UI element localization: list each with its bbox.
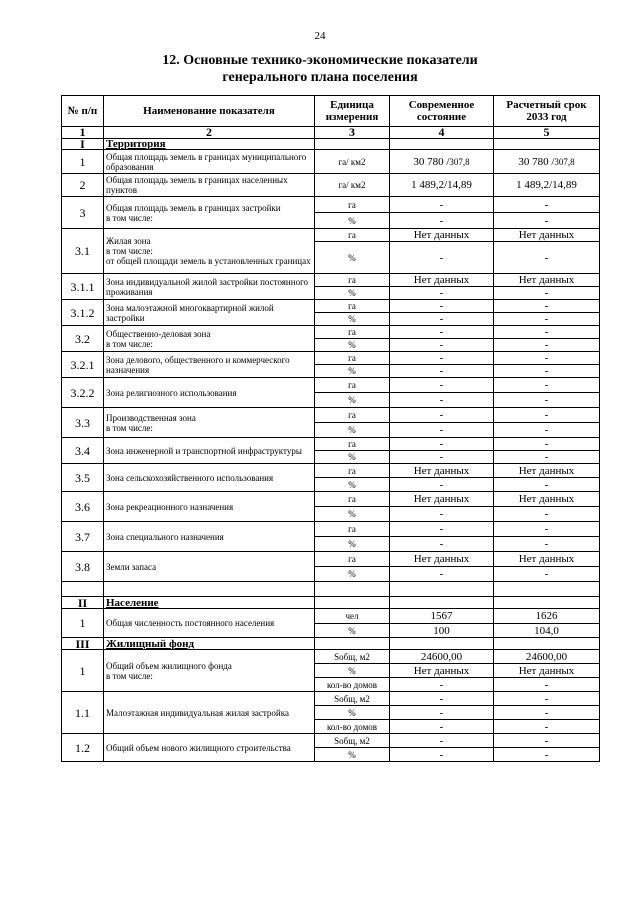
section-number: II xyxy=(62,597,104,609)
row-number: 3.4 xyxy=(62,438,104,464)
unit-cell: га xyxy=(315,378,390,393)
current-value: - xyxy=(390,197,494,213)
unit-cell: % xyxy=(315,537,390,552)
unit-cell: % xyxy=(315,567,390,582)
current-value: - xyxy=(390,720,494,734)
table-row xyxy=(62,174,600,197)
unit-cell: чел xyxy=(315,609,390,624)
empty-cell xyxy=(390,597,494,609)
col-number: 2 xyxy=(104,127,315,139)
empty-cell xyxy=(315,597,390,609)
indicator-name: Жилая зона в том числе: от общей площади земель в установленных границах xyxy=(104,229,315,274)
title-line-1: 12. Основные технико-экономические показатели xyxy=(162,53,478,68)
plan-value: - xyxy=(494,365,600,378)
table-row xyxy=(62,150,600,174)
current-value: - xyxy=(390,213,494,229)
row-number: 3.6 xyxy=(62,492,104,522)
col-number: 3 xyxy=(315,127,390,139)
unit-cell: га/ км2 xyxy=(315,150,390,174)
current-value: Нет данных xyxy=(390,274,494,287)
indicator-name: Зона малоэтажной многоквартирной жилой застройки xyxy=(104,300,315,326)
plan-value: - xyxy=(494,423,600,438)
unit-cell: га xyxy=(315,522,390,537)
current-value: - xyxy=(390,537,494,552)
table-row xyxy=(62,326,600,339)
unit-cell: % xyxy=(315,624,390,638)
current-value: 24600,00 xyxy=(390,650,494,664)
section-title: Население xyxy=(104,597,315,609)
empty-cell xyxy=(494,139,600,150)
plan-value: - xyxy=(494,326,600,339)
section-number: I xyxy=(62,139,104,150)
plan-value: - xyxy=(494,352,600,365)
row-number: 3.1.2 xyxy=(62,300,104,326)
current-value: Нет данных xyxy=(390,552,494,567)
unit-cell: га xyxy=(315,274,390,287)
table-row xyxy=(62,464,600,478)
current-value: 1567 xyxy=(390,609,494,624)
unit-cell: % xyxy=(315,393,390,408)
current-value: - xyxy=(390,438,494,451)
unit-cell: кол-во домов xyxy=(315,720,390,734)
indicator-name: Зона индивидуальной жилой застройки постоянного проживания xyxy=(104,274,315,300)
table-row xyxy=(62,692,600,706)
plan-value: - xyxy=(494,706,600,720)
indicator-name: Зона инженерной и транспортной инфраструктуры xyxy=(104,438,315,464)
empty-cell xyxy=(315,638,390,650)
plan-value: 104,0 xyxy=(494,624,600,638)
indicators-table xyxy=(61,95,600,762)
row-number: 3.1.1 xyxy=(62,274,104,300)
table-row xyxy=(62,650,600,664)
unit-cell: кол-во домов xyxy=(315,678,390,692)
row-number: 1 xyxy=(62,150,104,174)
indicator-name: Общественно-деловая зона в том числе: xyxy=(104,326,315,352)
current-value: - xyxy=(390,567,494,582)
row-number: 1.2 xyxy=(62,734,104,762)
section-row xyxy=(62,139,600,150)
current-value: - xyxy=(390,423,494,438)
table-row xyxy=(62,378,600,393)
unit-cell: % xyxy=(315,478,390,492)
current-value: - xyxy=(390,706,494,720)
empty-cell xyxy=(315,139,390,150)
plan-value: Нет данных xyxy=(494,664,600,678)
empty-cell xyxy=(494,597,600,609)
unit-cell: % xyxy=(315,451,390,464)
plan-value: Нет данных xyxy=(494,492,600,507)
row-number: 3.8 xyxy=(62,552,104,582)
plan-value: 1 489,2/14,89 xyxy=(494,174,600,197)
empty-cell xyxy=(494,638,600,650)
table-row xyxy=(62,300,600,313)
current-value: 1 489,2/14,89 xyxy=(390,174,494,197)
table-row xyxy=(62,352,600,365)
table-body xyxy=(62,139,600,762)
unit-cell: га/ км2 xyxy=(315,174,390,197)
row-number: 3.7 xyxy=(62,522,104,552)
unit-cell: га xyxy=(315,197,390,213)
row-number: 1 xyxy=(62,609,104,638)
indicator-name: Зона делового, общественного и коммерческого назначения xyxy=(104,352,315,378)
current-value: - xyxy=(390,313,494,326)
plan-value: Нет данных xyxy=(494,274,600,287)
indicator-name: Общая численность постоянного населения xyxy=(104,609,315,638)
header-unit: Единица измерения xyxy=(315,96,390,127)
unit-cell: га xyxy=(315,408,390,423)
row-number: 1 xyxy=(62,650,104,692)
empty-cell xyxy=(390,139,494,150)
section-number: III xyxy=(62,638,104,650)
current-value: - xyxy=(390,352,494,365)
indicator-name: Земли запаса xyxy=(104,552,315,582)
unit-cell: % xyxy=(315,313,390,326)
unit-cell: % xyxy=(315,242,390,274)
indicator-name: Зона религиозного использования xyxy=(104,378,315,408)
row-number: 3.1 xyxy=(62,229,104,274)
section-row xyxy=(62,597,600,609)
current-value: Нет данных xyxy=(390,229,494,242)
table-row xyxy=(62,552,600,567)
indicator-name: Зона рекреационного назначения xyxy=(104,492,315,522)
plan-value: - xyxy=(494,393,600,408)
indicator-name: Общая площадь земель в границах населенных пунктов xyxy=(104,174,315,197)
unit-cell: га xyxy=(315,229,390,242)
indicator-name: Зона специального назначения xyxy=(104,522,315,552)
page-title xyxy=(60,52,580,86)
unit-cell: % xyxy=(315,748,390,762)
plan-value: 30 780 /307,8 xyxy=(494,150,600,174)
col-number: 4 xyxy=(390,127,494,139)
current-value: Нет данных xyxy=(390,492,494,507)
row-number: 3.3 xyxy=(62,408,104,438)
col-number: 1 xyxy=(62,127,104,139)
current-value: - xyxy=(390,393,494,408)
unit-cell: га xyxy=(315,300,390,313)
current-value: - xyxy=(390,748,494,762)
plan-value: - xyxy=(494,438,600,451)
indicator-name: Общая площадь земель в границах застройки в том числе: xyxy=(104,197,315,229)
unit-cell: га xyxy=(315,464,390,478)
plan-value: - xyxy=(494,378,600,393)
plan-value: - xyxy=(494,507,600,522)
current-value: - xyxy=(390,734,494,748)
unit-cell: % xyxy=(315,507,390,522)
header-num: № п/п xyxy=(62,96,104,127)
table-row xyxy=(62,197,600,213)
unit-cell: га xyxy=(315,326,390,339)
title-line-2: генерального плана поселения xyxy=(222,70,418,85)
table-row xyxy=(62,229,600,242)
current-value: - xyxy=(390,678,494,692)
unit-cell: Sобщ, м2 xyxy=(315,650,390,664)
col-number: 5 xyxy=(494,127,600,139)
row-number: 3 xyxy=(62,197,104,229)
current-value: Нет данных xyxy=(390,664,494,678)
unit-cell: % xyxy=(315,423,390,438)
unit-cell: % xyxy=(315,213,390,229)
table-row xyxy=(62,408,600,423)
page-number: 24 xyxy=(314,30,326,42)
header-row xyxy=(62,96,600,127)
unit-cell: % xyxy=(315,287,390,300)
section-row xyxy=(62,638,600,650)
table-row xyxy=(62,734,600,748)
unit-cell: % xyxy=(315,706,390,720)
table-row xyxy=(62,522,600,537)
unit-cell: % xyxy=(315,365,390,378)
current-value: - xyxy=(390,339,494,352)
plan-value: - xyxy=(494,339,600,352)
row-number: 2 xyxy=(62,174,104,197)
empty-cell xyxy=(390,638,494,650)
plan-value: - xyxy=(494,720,600,734)
indicator-name: Общий объем нового жилищного строительства xyxy=(104,734,315,762)
table-row xyxy=(62,438,600,451)
table-row xyxy=(62,274,600,287)
plan-value: - xyxy=(494,197,600,213)
plan-value: - xyxy=(494,522,600,537)
current-value: Нет данных xyxy=(390,464,494,478)
current-value: - xyxy=(390,478,494,492)
plan-value: - xyxy=(494,451,600,464)
unit-cell: % xyxy=(315,664,390,678)
plan-value: 1626 xyxy=(494,609,600,624)
unit-cell: га xyxy=(315,552,390,567)
table-row xyxy=(62,492,600,507)
indicator-name: Производственная зона в том числе: xyxy=(104,408,315,438)
row-number: 3.2 xyxy=(62,326,104,352)
row-number: 3.2.1 xyxy=(62,352,104,378)
plan-value: - xyxy=(494,692,600,706)
unit-cell: га xyxy=(315,352,390,365)
indicator-name: Зона сельскохозяйственного использования xyxy=(104,464,315,492)
empty-cell xyxy=(390,582,494,597)
unit-cell: % xyxy=(315,339,390,352)
current-value: - xyxy=(390,287,494,300)
indicator-name: Общая площадь земель в границах муниципального образования xyxy=(104,150,315,174)
plan-value: Нет данных xyxy=(494,552,600,567)
plan-value: - xyxy=(494,567,600,582)
plan-value: - xyxy=(494,313,600,326)
current-value: - xyxy=(390,408,494,423)
header-plan: Расчетный срок 2033 год xyxy=(494,96,600,127)
indicator-name: Малоэтажная индивидуальная жилая застройка xyxy=(104,692,315,734)
plan-value: 24600,00 xyxy=(494,650,600,664)
indicator-name: Общий объем жилищного фонда в том числе: xyxy=(104,650,315,692)
plan-value: - xyxy=(494,287,600,300)
empty-cell xyxy=(62,582,104,597)
current-value: - xyxy=(390,378,494,393)
plan-value: - xyxy=(494,300,600,313)
empty-cell xyxy=(104,582,315,597)
table-row xyxy=(62,609,600,624)
row-number: 1.1 xyxy=(62,692,104,734)
plan-value: - xyxy=(494,748,600,762)
current-value: - xyxy=(390,451,494,464)
plan-value: - xyxy=(494,734,600,748)
plan-value: - xyxy=(494,213,600,229)
unit-cell: Sобщ, м2 xyxy=(315,734,390,748)
plan-value: - xyxy=(494,537,600,552)
header-current: Современное состояние xyxy=(390,96,494,127)
column-number-row xyxy=(62,127,600,139)
current-value: - xyxy=(390,522,494,537)
current-value: - xyxy=(390,326,494,339)
current-value: 100 xyxy=(390,624,494,638)
plan-value: - xyxy=(494,242,600,274)
plan-value: Нет данных xyxy=(494,229,600,242)
plan-value: - xyxy=(494,408,600,423)
empty-cell xyxy=(494,582,600,597)
section-title: Жилищный фонд xyxy=(104,638,315,650)
unit-cell: га xyxy=(315,438,390,451)
row-number: 3.2.2 xyxy=(62,378,104,408)
section-title: Территория xyxy=(104,139,315,150)
current-value: 30 780 /307,8 xyxy=(390,150,494,174)
blank-row xyxy=(62,582,600,597)
current-value: - xyxy=(390,365,494,378)
unit-cell: Sобщ, м2 xyxy=(315,692,390,706)
plan-value: - xyxy=(494,678,600,692)
header-name: Наименование показателя xyxy=(104,96,315,127)
current-value: - xyxy=(390,242,494,274)
empty-cell xyxy=(315,582,390,597)
current-value: - xyxy=(390,300,494,313)
plan-value: - xyxy=(494,478,600,492)
current-value: - xyxy=(390,692,494,706)
current-value: - xyxy=(390,507,494,522)
row-number: 3.5 xyxy=(62,464,104,492)
plan-value: Нет данных xyxy=(494,464,600,478)
unit-cell: га xyxy=(315,492,390,507)
